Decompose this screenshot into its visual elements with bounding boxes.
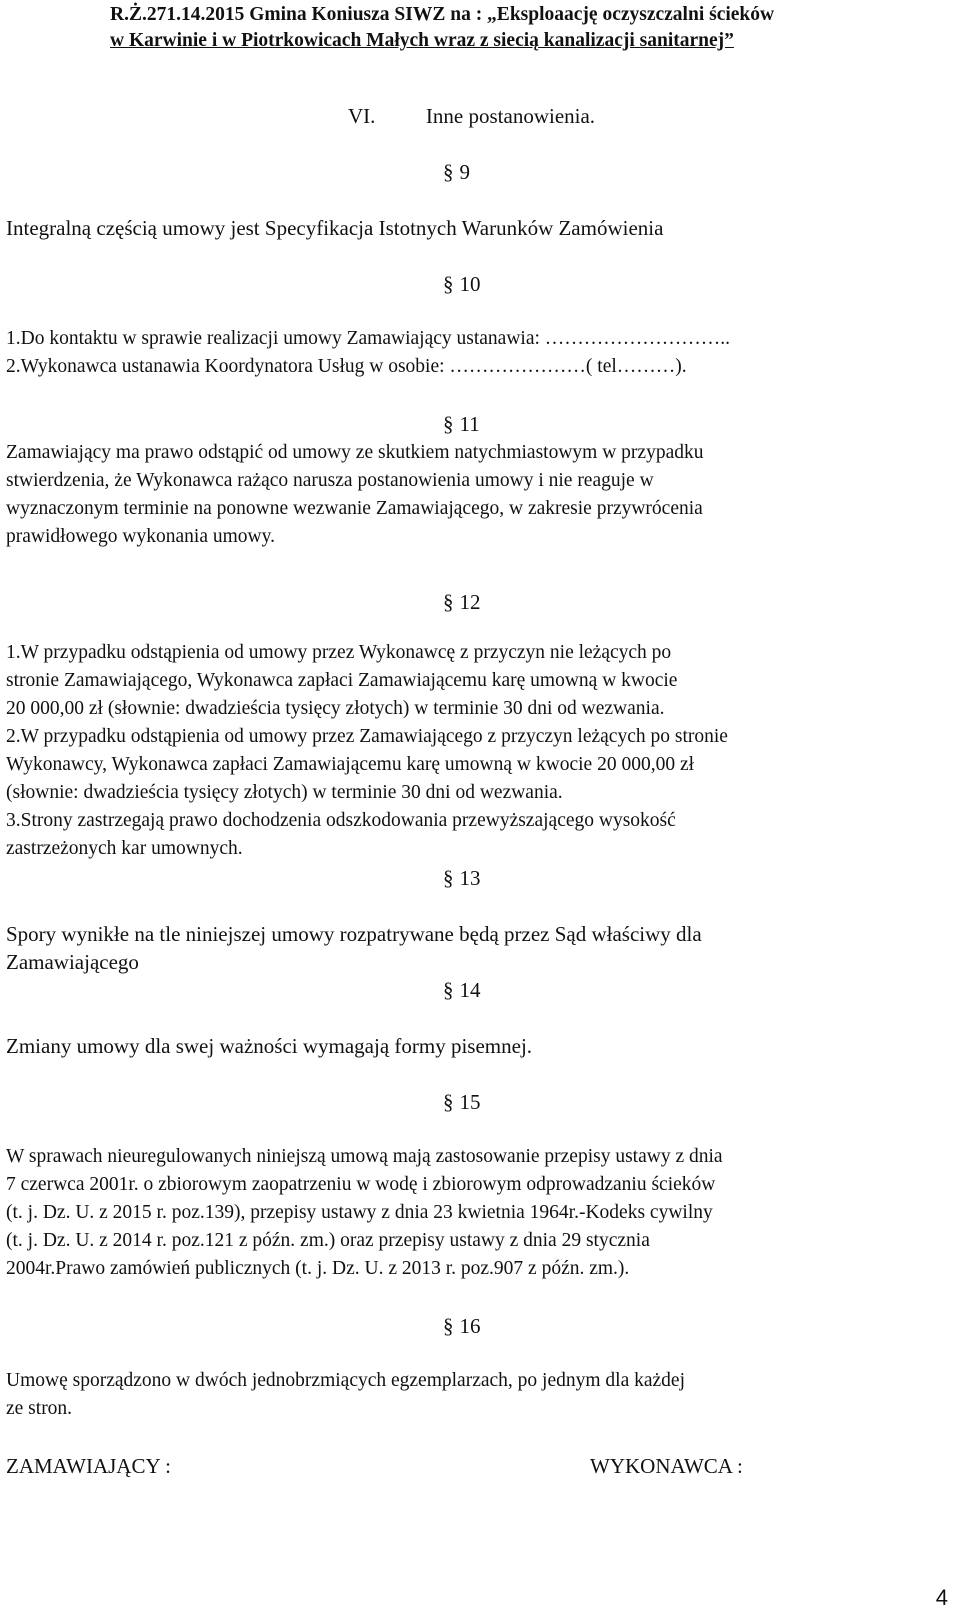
- paragraph-heading-13: § 13: [443, 866, 481, 890]
- paragraph-12-line: zastrzeżonych kar umownych.: [6, 838, 243, 859]
- section-title-text: Inne postanowienia.: [425, 104, 596, 128]
- paragraph-12-line: 1.W przypadku odstąpienia od umowy przez Wykonawcę z przyczyn nie leżących po: [6, 642, 672, 663]
- paragraph-16-line: ze stron.: [6, 1398, 73, 1419]
- paragraph-12-line: 3.Strony zastrzegają prawo dochodzenia odszkodowania przewyższającego wysokość: [6, 810, 676, 831]
- paragraph-heading-11: § 11: [443, 412, 480, 436]
- header-line-1: R.Ż.271.14.2015 Gmina Koniusza SIWZ na : „Eksploaację oczyszczalni ścieków: [110, 4, 775, 25]
- page-number: 4: [935, 1585, 948, 1610]
- paragraph-11-line: wyznaczonym terminie na ponowne wezwanie Zamawiającego, w zakresie przywrócenia: [6, 498, 703, 519]
- paragraph-15-line: 7 czerwca 2001r. o zbiorowym zaopatrzeniu w wodę i zbiorowym odprowadzaniu ścieków: [6, 1174, 716, 1195]
- paragraph-9-text: Integralną częścią umowy jest Specyfikacja Istotnych Warunków Zamówienia: [6, 216, 664, 240]
- section-number: VI.: [348, 104, 376, 128]
- paragraph-heading-16: § 16: [443, 1314, 481, 1338]
- paragraph-13-line: Spory wynikłe na tle niniejszej umowy rozpatrywane będą przez Sąd właściwy dla: [6, 922, 702, 946]
- signature-left: ZAMAWIAJĄCY :: [6, 1454, 171, 1478]
- header-line-2: w Karwinie i w Piotrkowicach Małych wraz z siecią kanalizacji sanitarnej”: [110, 30, 734, 51]
- paragraph-13-line: Zamawiającego: [6, 950, 139, 974]
- paragraph-14-text: Zmiany umowy dla swej ważności wymagają formy pisemnej.: [6, 1034, 533, 1058]
- paragraph-10-line-1: 1.Do kontaktu w sprawie realizacji umowy Zamawiający ustanawia: ………………………..: [6, 328, 731, 349]
- paragraph-12-line: Wykonawcy, Wykonawca zapłaci Zamawiającemu karę umowną w kwocie 20 000,00 zł: [6, 754, 695, 775]
- paragraph-11-line: prawidłowego wykonania umowy.: [6, 526, 275, 547]
- paragraph-12-line: (słownie: dwadzieścia tysięcy złotych) w terminie 30 dni od wezwania.: [6, 782, 563, 803]
- section-title: [348, 104, 595, 129]
- paragraph-heading-14: § 14: [443, 978, 481, 1002]
- paragraph-12-line: 20 000,00 zł (słownie: dwadzieścia tysięcy złotych) w terminie 30 dni od wezwania.: [6, 698, 665, 719]
- paragraph-11-line: Zamawiający ma prawo odstąpić od umowy ze skutkiem natychmiastowym w przypadku: [6, 442, 704, 463]
- signature-right: WYKONAWCA :: [590, 1454, 743, 1478]
- paragraph-15-line: (t. j. Dz. U. z 2014 r. poz.121 z późn. zm.) oraz przepisy ustawy z dnia 29 stycznia: [6, 1230, 650, 1251]
- paragraph-10-line-2: 2.Wykonawca ustanawia Koordynatora Usług w osobie: …………………( tel………).: [6, 356, 687, 377]
- paragraph-15-line: (t. j. Dz. U. z 2015 r. poz.139), przepisy ustawy z dnia 23 kwietnia 1964r.-Kodeks cywilny: [6, 1202, 713, 1223]
- paragraph-heading-9: § 9: [443, 160, 470, 184]
- paragraph-12-line: stronie Zamawiającego, Wykonawca zapłaci Zamawiającemu karę umowną w kwocie: [6, 670, 678, 691]
- paragraph-11-line: stwierdzenia, że Wykonawca rażąco narusza postanowienia umowy i nie reaguje w: [6, 470, 654, 491]
- paragraph-12-line: 2.W przypadku odstąpienia od umowy przez Zamawiającego z przyczyn leżących po stronie: [6, 726, 728, 747]
- paragraph-16-line: Umowę sporządzono w dwóch jednobrzmiących egzemplarzach, po jednym dla każdej: [6, 1370, 685, 1391]
- paragraph-15-line: W sprawach nieuregulowanych niniejszą umową mają zastosowanie przepisy ustawy z dnia: [6, 1146, 723, 1167]
- paragraph-heading-12: § 12: [443, 590, 481, 614]
- paragraph-heading-10: § 10: [443, 272, 481, 296]
- paragraph-heading-15: § 15: [443, 1090, 481, 1114]
- paragraph-15-line: 2004r.Prawo zamówień publicznych (t. j. Dz. U. z 2013 r. poz.907 z późn. zm.).: [6, 1258, 630, 1279]
